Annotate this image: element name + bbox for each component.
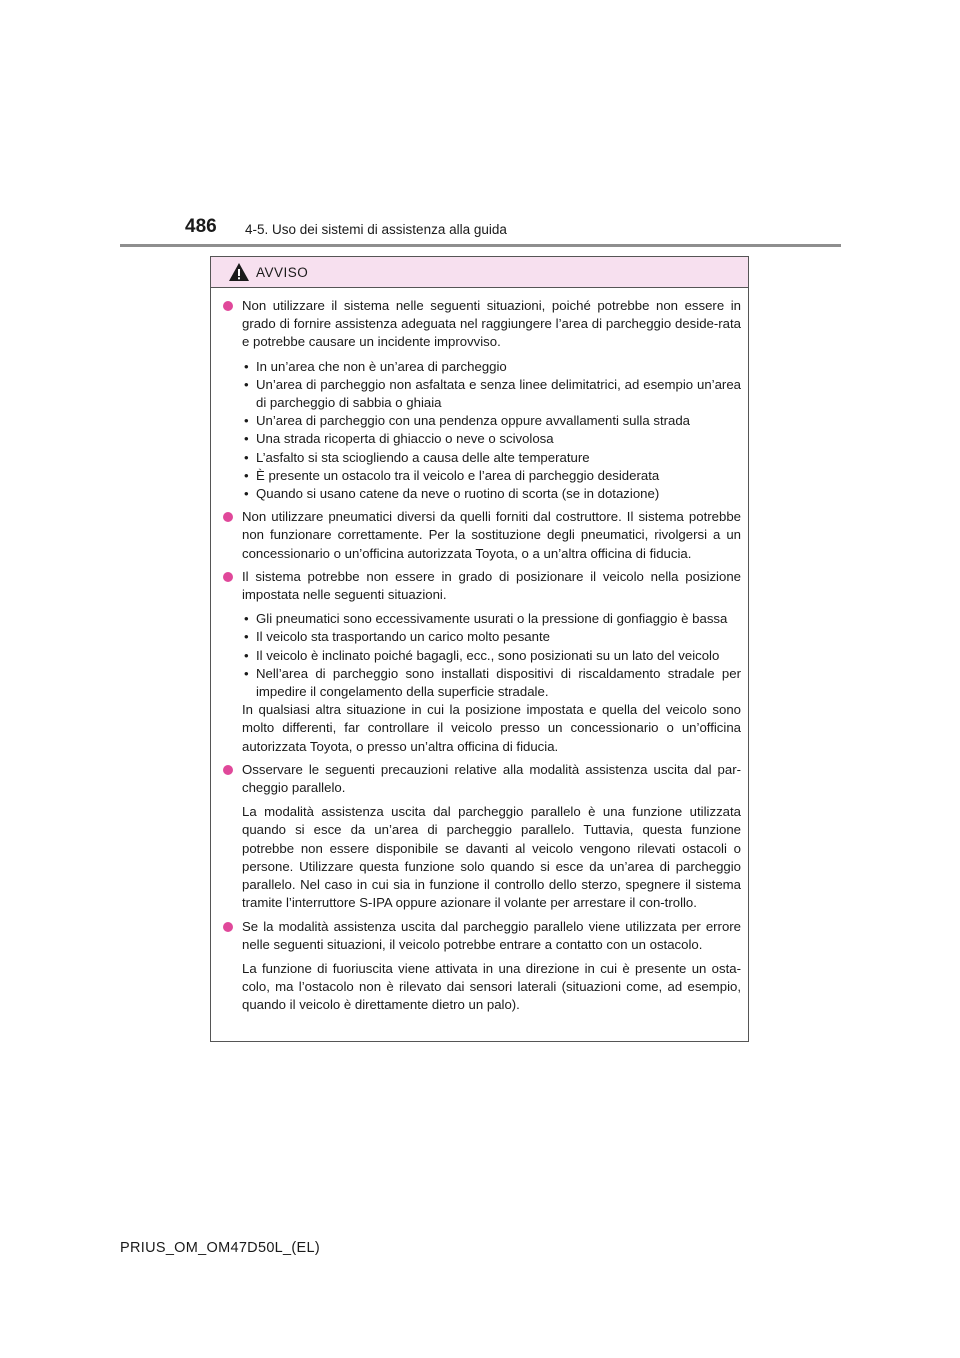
warning-header [211,257,748,288]
header-divider [120,244,841,247]
sub-list-item: • Gli pneumatici sono eccessivamente usurati o la pressione di gonfiaggio è bassa [242,610,741,628]
item-text: Osservare le seguenti precauzioni relative alla modalità assistenza uscita dal par-cheggio parallelo. [242,761,741,796]
warning-title: AVVISO [256,264,309,280]
sub-list-item: • Un’area di parcheggio con una pendenza oppure avvallamenti sulla strada [242,412,741,430]
bullet-dot-icon [223,301,233,311]
item-note: In qualsiasi altra situazione in cui la posizione impostata e quella del veicolo sono molto differenti, far controllare il veicolo presso un concessionario o un’officina autorizzata Toyota, o presso un’altra officina di fiducia. [242,702,741,754]
item-text: Non utilizzare il sistema nelle seguenti situazioni, poiché potrebbe non essere in grado di fornire assistenza adeguata nel raggiungere l’area di parcheggio deside-rata e potrebbe causare un incidente improvviso. [242,298,741,350]
sub-list-item: • Un’area di parcheggio non asfaltata e senza linee delimitatrici, ad esempio un’area di parcheggio di sabbia o ghiaia [242,376,741,412]
sub-list-item: • L’asfalto si sta sciogliendo a causa delle alte temperature [242,449,741,467]
warning-item [222,918,741,1015]
warning-box [210,256,749,1042]
item-text: Il sistema potrebbe non essere in grado di posizionare il veicolo nella posizione impostata nelle seguenti situazioni. [242,568,741,603]
section-title: 4-5. Uso dei sistemi di assistenza alla guida [245,222,507,237]
item-text: Non utilizzare pneumatici diversi da quelli forniti dal costruttore. Il sistema potrebbe non funzionare correttamente. Per la sostituzione degli pneumatici, rivolgersi a un concessionario o un’officina autorizzata Toyota, o a un’altra officina di fiducia. [242,509,741,561]
sub-list-item: • Quando si usano catene da neve o ruotino di scorta (se in dotazione) [242,485,741,503]
warning-item [222,568,741,756]
item-paragraph: La funzione di fuoriuscita viene attivata in una direzione in cui è presente un osta-colo, ma l’ostacolo non è rilevato dai sensori laterali (situazioni come, ad esempio, quando il veicolo è direttamente dietro un palo). [242,960,741,1013]
item-text: Se la modalità assistenza uscita dal parcheggio parallelo viene utilizzata per errore nelle seguenti situazioni, il veicolo potrebbe entrare a contatto con un ostacolo. [242,918,741,952]
warning-item [222,508,741,563]
bullet-dot-icon [223,922,233,932]
sub-list-item: • Una strada ricoperta di ghiaccio o neve o scivolosa [242,430,741,448]
bullet-dot-icon [223,765,233,775]
bullet-dot-icon [223,512,233,522]
page-number: 486 [185,216,217,237]
warning-body [211,288,748,1015]
sub-list-item: • Il veicolo è inclinato poiché bagagli, ecc., sono posizionati su un lato del veicolo [242,647,741,665]
sub-list-item: • Il veicolo sta trasportando un carico molto pesante [242,628,741,646]
item-paragraph: La modalità assistenza uscita dal parcheggio parallelo è una funzione utilizzata quando si esce da un’area di parcheggio parallelo. Tuttavia, questa funzione potrebbe non essere disponibile se davanti al veicolo vengono rilevati ostacoli o persone. Utilizzare questa funzione solo quando si esce da un’area di parcheggio parallelo. Nel caso in cui sia in funzione il controllo dello sterzo, spegnere il sistema tramite l’interruttore S-IPA oppure azionare il volante per arrestare il con-trollo. [242,804,741,911]
sub-list [242,610,741,701]
sub-list-item: • È presente un ostacolo tra il veicolo e l’area di parcheggio desiderata [242,467,741,485]
sub-list [242,358,741,504]
warning-triangle-icon [228,262,250,282]
sub-list-item: • In un’area che non è un’area di parcheggio [242,358,741,376]
warning-item [222,761,741,913]
sub-list-item: • Nell’area di parcheggio sono installati dispositivi di riscaldamento stradale per impedire il congelamento della superficie stradale. [242,665,741,701]
warning-item [222,297,741,503]
bullet-dot-icon [223,572,233,582]
document-code: PRIUS_OM_OM47D50L_(EL) [120,1240,321,1256]
